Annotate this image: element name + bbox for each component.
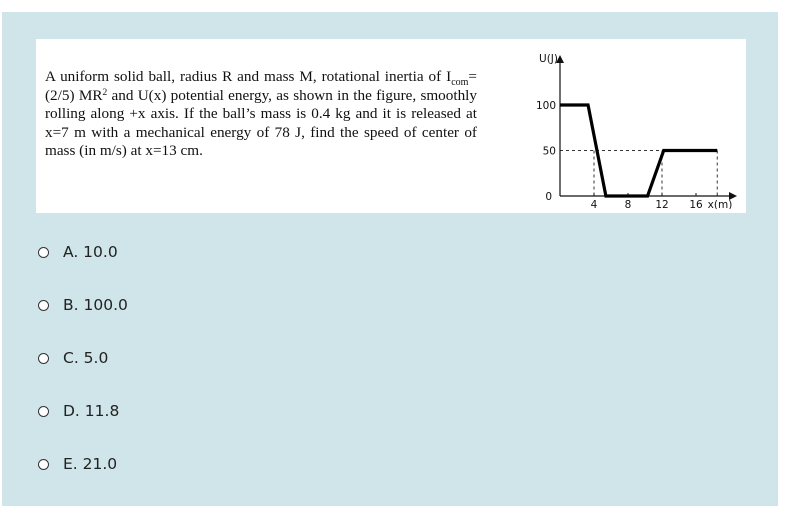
y-tick-label: 50 xyxy=(542,145,556,158)
radio-button[interactable] xyxy=(38,247,49,258)
y-tick-label: 100 xyxy=(535,100,556,112)
option-c[interactable] xyxy=(38,347,128,369)
x-axis-label: x(m) xyxy=(707,199,733,209)
y-axis-label: U(J) xyxy=(539,53,558,65)
question-card xyxy=(36,39,746,213)
answer-options xyxy=(38,241,128,506)
x-tick-label: 4 xyxy=(590,199,598,209)
radio-button[interactable] xyxy=(38,459,49,470)
origin-label: 0 xyxy=(545,191,552,203)
radio-button[interactable] xyxy=(38,353,49,364)
question-panel xyxy=(2,12,778,506)
option-label: B. 100.0 xyxy=(63,296,128,314)
potential-energy-graph xyxy=(490,49,740,209)
question-text: A uniform solid ball, radius R and mass M, rotational inertia of $I_{com}= (2/5)$ $MR^2$ and U(x) potential energy, as shown in the figure, smoothly rolling along +x axis. If the ball’s mass is 0.4 kg and it is released at x=7 m with a mechanical energy of 78 J, find the speed of center of mass (in m/s) at x=13 cm. xyxy=(45,68,477,160)
option-label: A. 10.0 xyxy=(63,243,118,261)
option-label: E. 21.0 xyxy=(63,455,118,473)
option-b[interactable] xyxy=(38,294,128,316)
option-e[interactable] xyxy=(38,453,128,475)
option-label: C. 5.0 xyxy=(63,349,109,367)
option-label: D. 11.8 xyxy=(63,402,120,420)
x-tick-label: 8 xyxy=(624,199,632,209)
option-a[interactable] xyxy=(38,241,128,263)
radio-button[interactable] xyxy=(38,406,49,417)
x-tick-label: 16 xyxy=(689,199,703,209)
radio-button[interactable] xyxy=(38,300,49,311)
option-d[interactable] xyxy=(38,400,128,422)
x-tick-label: 12 xyxy=(655,199,669,209)
